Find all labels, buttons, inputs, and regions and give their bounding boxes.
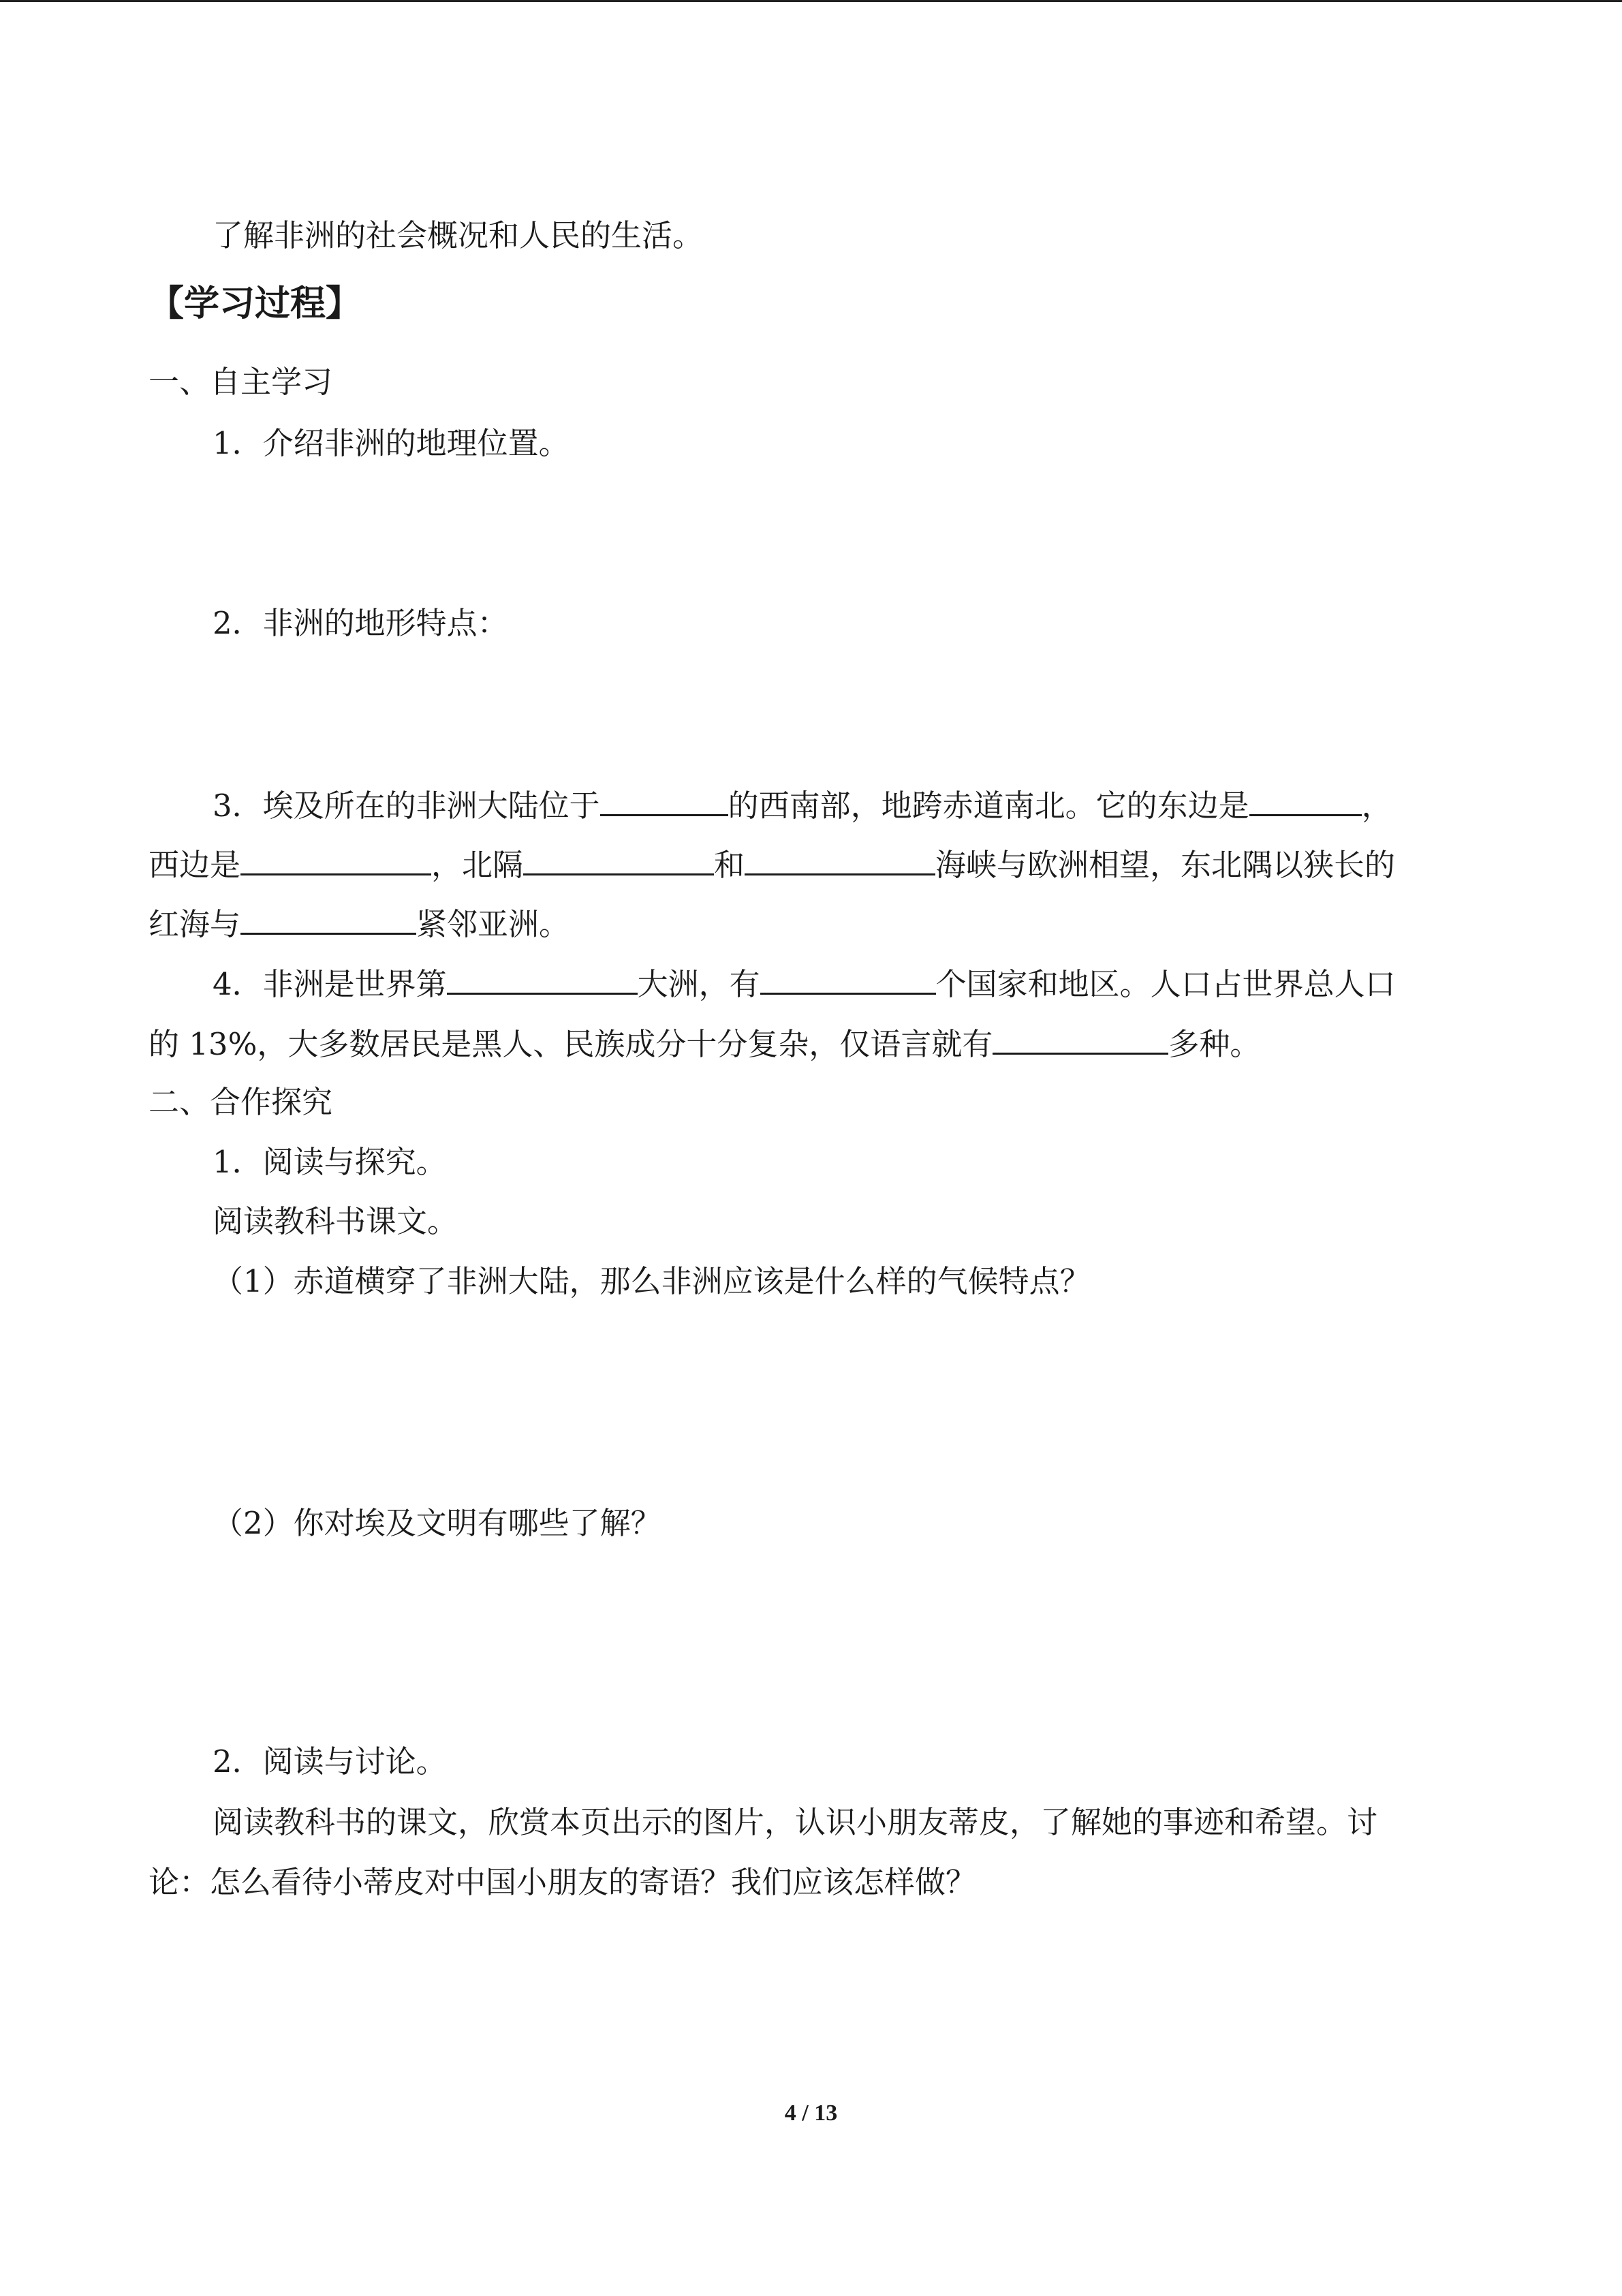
part2-item-1-question-2-text: （2）你对埃及文明有哪些了解？ [213, 1505, 661, 1541]
q3-blank-5[interactable] [745, 843, 935, 875]
q3-text-i: 紧邻亚洲。 [416, 906, 570, 942]
question-3-line-1 [0, 784, 1622, 826]
part2-item-2-line-1 [0, 1802, 1622, 1843]
part2-title-text: 二、合作探究 [149, 1084, 333, 1120]
q3-text-a: 3．埃及所在的非洲大陆位于 [213, 788, 600, 824]
q4-text-e: 多种。 [1168, 1026, 1261, 1062]
question-4-line-2 [0, 1023, 1622, 1065]
q3-text-h: 红海与 [149, 906, 241, 942]
q4-text-a: 4．非洲是世界第 [213, 966, 447, 1002]
question-4-line-1 [0, 963, 1622, 1005]
section-heading-text: 【学习过程】 [149, 283, 362, 324]
question-1-text: 1．介绍非洲的地理位置。 [213, 425, 570, 461]
page-number: 4 / 13 [784, 2100, 838, 2126]
part2-item-1-question-1-text: （1）赤道横穿了非洲大陆，那么非洲应该是什么样的气候特点？ [213, 1263, 1091, 1299]
q3-blank-4[interactable] [523, 843, 714, 875]
question-2 [0, 603, 1622, 644]
part2-item-2-title-text: 2．阅读与讨论。 [213, 1743, 447, 1780]
q3-blank-6[interactable] [240, 903, 416, 935]
q3-text-g: 海峡与欧洲相望，东北隅以狭长的 [935, 847, 1396, 883]
q3-blank-2[interactable] [1249, 784, 1362, 816]
intro-text: 了解非洲的社会概况和人民的生活。 [213, 217, 704, 253]
question-3-line-3 [0, 903, 1622, 945]
intro-line [0, 215, 1622, 256]
q3-text-e: ，北隔 [431, 847, 524, 883]
q3-blank-1[interactable] [600, 784, 728, 816]
question-3-line-2 [0, 843, 1622, 886]
q4-blank-1[interactable] [447, 963, 638, 995]
page-footer [0, 2100, 1622, 2126]
part2-item-2-title [0, 1741, 1622, 1782]
q4-text-d: 的 13%，大多数居民是黑人、民族成分十分复杂，仅语言就有 [149, 1026, 993, 1062]
part2-item-1-title-text: 1．阅读与探究。 [213, 1144, 447, 1180]
q3-text-b: 的西南部，地跨赤道南北。它的东边是 [728, 788, 1249, 824]
part2-item-1-question-2 [0, 1503, 1622, 1544]
part2-item-2-line-2-text: 论：怎么看待小蒂皮对中国小朋友的寄语？我们应该怎样做？ [149, 1864, 977, 1900]
part2-item-2-line-2 [0, 1862, 1622, 1903]
q3-text-c: ， [1361, 788, 1392, 824]
q3-blank-3[interactable] [240, 843, 431, 875]
q4-text-b: 大洲，有 [637, 966, 760, 1002]
q4-blank-3[interactable] [993, 1023, 1168, 1055]
question-2-text: 2．非洲的地形特点： [213, 605, 508, 641]
question-1 [0, 423, 1622, 464]
part2-title [0, 1082, 1622, 1123]
part2-item-1-title [0, 1142, 1622, 1183]
part1-title [0, 362, 1622, 403]
section-heading [0, 280, 1622, 328]
q4-blank-2[interactable] [760, 963, 936, 995]
part1-title-text: 一、自主学习 [149, 364, 333, 400]
part2-item-1-question-1 [0, 1261, 1622, 1302]
q4-text-c: 个国家和地区。人口占世界总人口 [935, 966, 1396, 1002]
part2-item-2-line-1-text: 阅读教科书的课文，欣赏本页出示的图片，认识小朋友蒂皮，了解她的事迹和希望。讨 [213, 1804, 1378, 1840]
q3-text-f: 和 [714, 847, 745, 883]
part2-item-1-instruction [0, 1201, 1622, 1242]
q3-text-d: 西边是 [149, 847, 241, 883]
part2-item-1-instruction-text: 阅读教科书课文。 [213, 1203, 458, 1239]
